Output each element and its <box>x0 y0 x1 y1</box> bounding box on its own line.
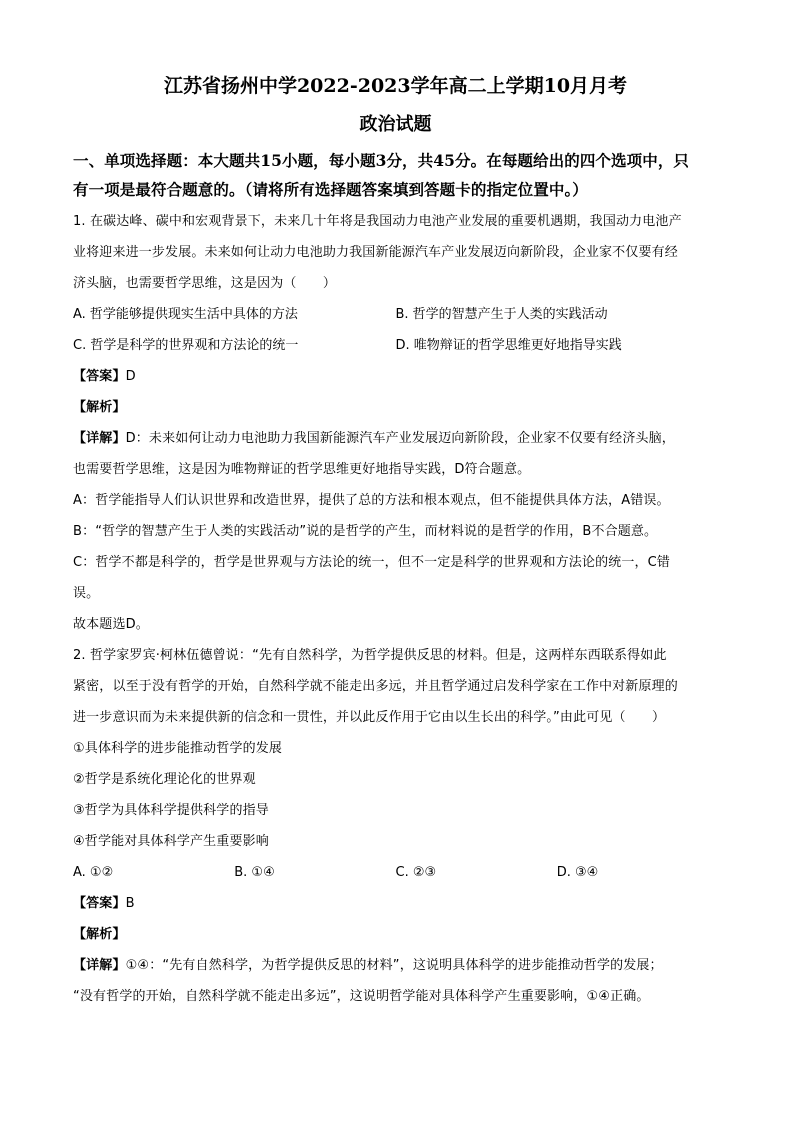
q2-option-c: C. ②③ <box>395 865 437 880</box>
q1-detail-c: C：哲学不都是科学的，哲学是世界观与方法论的统一，但不一定是科学的世界观和方法论的统一，C错 <box>73 555 671 570</box>
q2-stem-line: 进一步意识而为未来提供新的信念和一贯性，并以此反作用于它由以生长出的科学。”由此可见（ ） <box>73 710 666 725</box>
section-heading <box>73 146 718 204</box>
q1-answer <box>73 361 718 392</box>
q2-answer <box>73 888 718 919</box>
answer-value: B <box>125 896 135 911</box>
question-1 <box>73 206 718 640</box>
q2-stem-line: 紧密，以至于没有哲学的开始，自然科学就不能走出多远，并且哲学通过启发科学家在工作中对新原理的 <box>73 679 678 694</box>
q2-option-a: A. ①② <box>73 865 114 880</box>
q2-options-row <box>73 857 718 888</box>
q2-detail-line: “没有哲学的开始，自然科学就不能走出多远”，这说明哲学能对具体科学产生重要影响，①④正确。 <box>73 989 650 1004</box>
q1-stem-line: 1. 在碳达峰、碳中和宏观背景下，未来几十年将是我国动力电池产业发展的重要机遇期，我国动力电池产 <box>73 214 682 229</box>
q1-option-b: B. 哲学的智慧产生于人类的实践活动 <box>395 307 608 322</box>
answer-label: 【答案】 <box>73 896 126 911</box>
q1-options-row <box>73 299 718 330</box>
answer-value: D <box>125 369 136 384</box>
q2-stem-line: 2. 哲学家罗宾·柯林伍德曾说：“先有自然科学，为哲学提供反思的材料。但是，这两样东西联系得如此 <box>73 648 667 663</box>
document-title: 江苏省扬州中学2022-2023学年高二上学期10月月考 <box>163 75 628 97</box>
q2-option-d: D. ③④ <box>556 865 599 880</box>
q1-detail-a: A：哲学能指导人们认识世界和改造世界，提供了总的方法和根本观点，但不能提供具体方法，A错误。 <box>73 493 670 508</box>
q1-stem-line: 业将迎来进一步发展。未来如何让动力电池助力我国新能源汽车产业发展迈向新阶段，企业家不仅要有经 <box>73 245 678 260</box>
q2-option-b: B. ①④ <box>234 865 275 880</box>
q2-item: ①具体科学的进步能推动哲学的发展 <box>73 741 283 756</box>
section-heading-line: 一、单项选择题：本大题共15小题，每小题3分，共45分。在每题给出的四个选项中，只 <box>73 151 690 170</box>
section-heading-line: 有一项是最符合题意的。（请将所有选择题答案填到答题卡的指定位置中。） <box>73 180 588 199</box>
q1-analysis <box>73 392 718 423</box>
q1-option-d: D. 唯物辩证的哲学思维更好地指导实践 <box>395 338 622 353</box>
q1-conclusion: 故本题选D。 <box>73 617 149 632</box>
q1-detail-b: B：“哲学的智慧产生于人类的实践活动”说的是哲学的产生，而材料说的是哲学的作用，B不合题意。 <box>73 524 658 539</box>
q1-option-c: C. 哲学是科学的世界观和方法论的统一 <box>73 338 299 353</box>
answer-label: 【答案】 <box>73 369 126 384</box>
document-subtitle: 政治试题 <box>359 114 432 135</box>
q2-item: ③哲学为具体科学提供科学的指导 <box>73 803 269 818</box>
q2-item: ④哲学能对具体科学产生重要影响 <box>73 834 269 849</box>
q1-stem-line: 济头脑，也需要哲学思维，这是因为（ ） <box>73 276 337 291</box>
detail-text: D：未来如何让动力电池助力我国新能源汽车产业发展迈向新阶段，企业家不仅要有经济头脑， <box>125 431 675 446</box>
q2-detail-line <box>73 950 718 981</box>
q1-option-a: A. 哲学能够提供现实生活中具体的方法 <box>73 307 298 322</box>
q1-detail-line <box>73 423 718 454</box>
q1-options-row <box>73 330 718 361</box>
detail-label: 【详解】 <box>73 958 126 973</box>
q1-detail-line: 也需要哲学思维，这是因为唯物辩证的哲学思维更好地指导实践，D符合题意。 <box>73 462 531 477</box>
q2-analysis <box>73 919 718 950</box>
q2-item: ②哲学是系统化理论化的世界观 <box>73 772 256 787</box>
question-2 <box>73 640 718 1012</box>
analysis-label: 【解析】 <box>73 927 126 942</box>
detail-text: ①④：“先有自然科学，为哲学提供反思的材料”，这说明具体科学的进步能推动哲学的发展； <box>125 958 663 973</box>
analysis-label: 【解析】 <box>73 400 126 415</box>
detail-label: 【详解】 <box>73 431 126 446</box>
q1-detail-c: 误。 <box>73 586 100 601</box>
